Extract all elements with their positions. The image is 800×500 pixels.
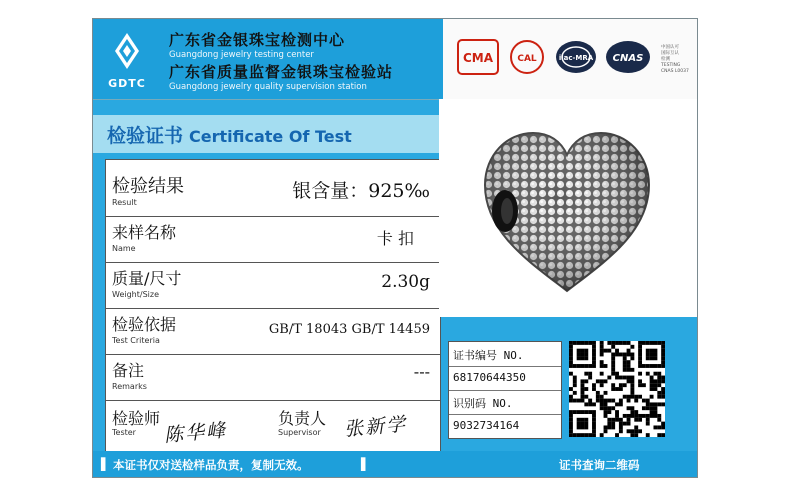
cnas-side-line: 国际互认 [661,51,679,56]
footer-qr-caption: 证书查询二维码 [559,458,640,472]
certificate-footer [93,451,697,477]
criteria-label: 检验依据 [112,315,177,334]
cnas-side-text [661,45,691,75]
title-chinese: 检验证书 [107,125,184,147]
cnas-seal [605,39,651,75]
footer-disclaimer: 本证书仅对送检样品负责，复制无效。 [113,458,309,472]
ilac-mra-seal [555,39,597,75]
qr-code-icon [569,341,665,437]
id-value-cell [449,414,561,438]
org-2-english: Guangdong jewelry quality supervision station [169,82,367,92]
accreditation-marks [443,19,697,99]
certificate-title-bar [93,115,441,153]
tester-sublabel: Tester [112,428,136,437]
result-sublabel: Result [112,198,137,207]
tester-label: 检验师 [112,409,161,428]
remarks-sublabel: Remarks [112,382,147,391]
row-result [106,160,440,217]
certificate-header [93,19,697,100]
cal-seal [509,39,545,75]
cnas-side-line: 检测 [661,57,670,62]
remarks-value: --- [413,362,430,381]
weight-label: 质量/尺寸 [112,269,182,288]
title-english: Certificate Of Test [189,127,352,146]
org-2-name: 广东省质量监督金银珠宝检验站 [169,63,394,81]
certificate-title [107,121,352,148]
cnas-text: CNAS [612,53,644,64]
footer-bar-mid-icon: ▌ [361,457,370,471]
result-table [105,159,441,461]
verification-qr-code[interactable] [569,341,665,437]
criteria-value: GB/T 18043 GB/T 14459 [268,322,430,337]
id-label-cell [449,390,561,415]
row-criteria [106,308,440,355]
name-sublabel: Name [112,244,136,253]
org-1 [169,29,345,60]
weight-sublabel: Weight/Size [112,290,159,299]
result-label: 检验结果 [112,176,184,197]
id-label: 识别码 NO. [453,397,513,410]
supervisor-label: 负责人 [278,409,327,428]
result-value: 银含量：925‰ [292,180,430,202]
cnas-side-line: 中国认可 [661,45,679,50]
cert-no-value: 68170644350 [453,371,526,384]
certificate-number-box [448,341,562,439]
cert-no-value-cell [449,366,561,391]
logo-text: GDTC [108,77,146,90]
row-remarks [106,354,440,401]
org-2 [169,61,393,92]
id-value: 9032734164 [453,419,520,432]
tester-signature: 陈华峰 [163,419,228,447]
criteria-sublabel: Test Criteria [112,336,160,345]
gdtc-logo [105,25,149,93]
cnas-side-line: TESTING [661,63,681,68]
weight-value: 2.30g [381,272,430,292]
footer-bar-left-icon: ▌ [101,457,110,471]
supervisor-sublabel: Supervisor [278,428,321,437]
org-1-name: 广东省金银珠宝检测中心 [169,31,346,49]
cert-no-label-cell [449,342,561,367]
name-value: 卡 扣 [376,229,414,248]
name-label: 来样名称 [112,223,177,242]
heart-charm-image [439,99,697,317]
cma-seal [457,39,499,75]
item-photo [439,99,697,317]
row-name [106,216,440,263]
certificate-card [92,18,698,478]
remarks-label: 备注 [112,361,145,380]
cal-text: CAL [517,54,537,64]
cnas-side-line: CNAS L0037 [661,69,689,74]
supervisor-signature: 张新学 [343,413,408,441]
org-1-english: Guangdong jewelry testing center [169,50,314,60]
row-weight [106,262,440,309]
cma-text: CMA [462,51,494,65]
ilac-mra-text: ilac-MRA [558,54,594,62]
cert-no-label: 证书编号 NO. [453,349,524,362]
